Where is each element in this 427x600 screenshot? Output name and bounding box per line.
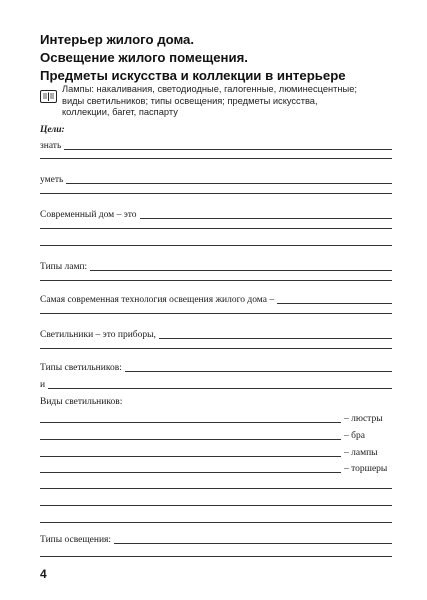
floor-lamps-row[interactable] xyxy=(40,463,392,475)
key-terms-line: коллекции, багет, паспарту xyxy=(62,107,178,118)
answer-line[interactable] xyxy=(64,149,392,150)
answer-line[interactable] xyxy=(159,338,392,339)
chandeliers-label: – люстры xyxy=(344,414,383,424)
answer-line[interactable] xyxy=(40,348,392,349)
key-terms-line: виды светильников; типы освещения; предметы искусства, xyxy=(62,95,318,106)
fixtures-label: Светильники – это приборы, xyxy=(40,330,156,340)
lighting-types-row[interactable] xyxy=(40,534,392,546)
answer-line[interactable] xyxy=(114,543,392,544)
page-title xyxy=(40,31,346,85)
answer-line[interactable] xyxy=(40,505,392,506)
sconces-label: – бра xyxy=(344,431,365,441)
lamps-label: – лампы xyxy=(344,448,378,458)
know-label: знать xyxy=(40,141,62,151)
answer-line[interactable] xyxy=(40,280,392,281)
lamp-types-row[interactable] xyxy=(40,261,392,273)
sconces-row[interactable] xyxy=(40,430,392,442)
know-row[interactable] xyxy=(40,140,392,152)
answer-line[interactable] xyxy=(40,456,341,457)
fixture-kinds-row xyxy=(40,396,392,408)
answer-line[interactable] xyxy=(140,218,392,219)
lighting-types-label: Типы освещения: xyxy=(40,535,112,545)
answer-line[interactable] xyxy=(66,183,392,184)
key-terms xyxy=(62,84,382,119)
answer-line[interactable] xyxy=(40,313,392,314)
can-label: уметь xyxy=(40,175,64,185)
answer-line[interactable] xyxy=(40,422,341,423)
answer-line[interactable] xyxy=(40,228,392,229)
answer-line[interactable] xyxy=(40,488,392,489)
fixtures-row[interactable] xyxy=(40,329,392,341)
answer-line[interactable] xyxy=(40,439,341,440)
title-line: Предметы искусства и коллекции в интерьере xyxy=(40,68,346,83)
fixture-types-row[interactable] xyxy=(40,362,392,374)
fixture-types-label: Типы светильников: xyxy=(40,363,122,373)
answer-line[interactable] xyxy=(125,371,392,372)
modern-home-row[interactable] xyxy=(40,209,392,221)
title-line: Освещение жилого помещения. xyxy=(40,50,248,65)
answer-line[interactable] xyxy=(277,303,392,304)
answer-line[interactable] xyxy=(40,158,392,159)
answer-line[interactable] xyxy=(40,522,392,523)
answer-line[interactable] xyxy=(90,270,392,271)
and-label: и xyxy=(40,380,46,390)
lamp-types-label: Типы ламп: xyxy=(40,262,88,272)
fixture-types-and-row[interactable] xyxy=(40,379,392,391)
book-icon xyxy=(40,90,57,103)
lamps-row[interactable] xyxy=(40,447,392,459)
fixture-kinds-label: Виды светильников: xyxy=(40,397,123,407)
page-number: 4 xyxy=(40,567,47,581)
answer-line[interactable] xyxy=(40,193,392,194)
can-row[interactable] xyxy=(40,174,392,186)
chandeliers-row[interactable] xyxy=(40,413,392,425)
answer-line[interactable] xyxy=(40,472,341,473)
answer-line[interactable] xyxy=(48,388,392,389)
answer-line[interactable] xyxy=(40,245,392,246)
title-line: Интерьер жилого дома. xyxy=(40,32,195,47)
floor-lamps-label: – торшеры xyxy=(344,464,388,474)
goals-label: Цели: xyxy=(40,125,65,135)
answer-line[interactable] xyxy=(40,556,392,557)
modern-tech-label: Самая современная технология освещения жилого дома – xyxy=(40,295,275,305)
modern-home-label: Современный дом – это xyxy=(40,210,137,220)
key-terms-line: Лампы: накаливания, светодиодные, галогенные, люминесцентные; xyxy=(62,84,357,94)
modern-tech-row[interactable] xyxy=(40,294,392,306)
